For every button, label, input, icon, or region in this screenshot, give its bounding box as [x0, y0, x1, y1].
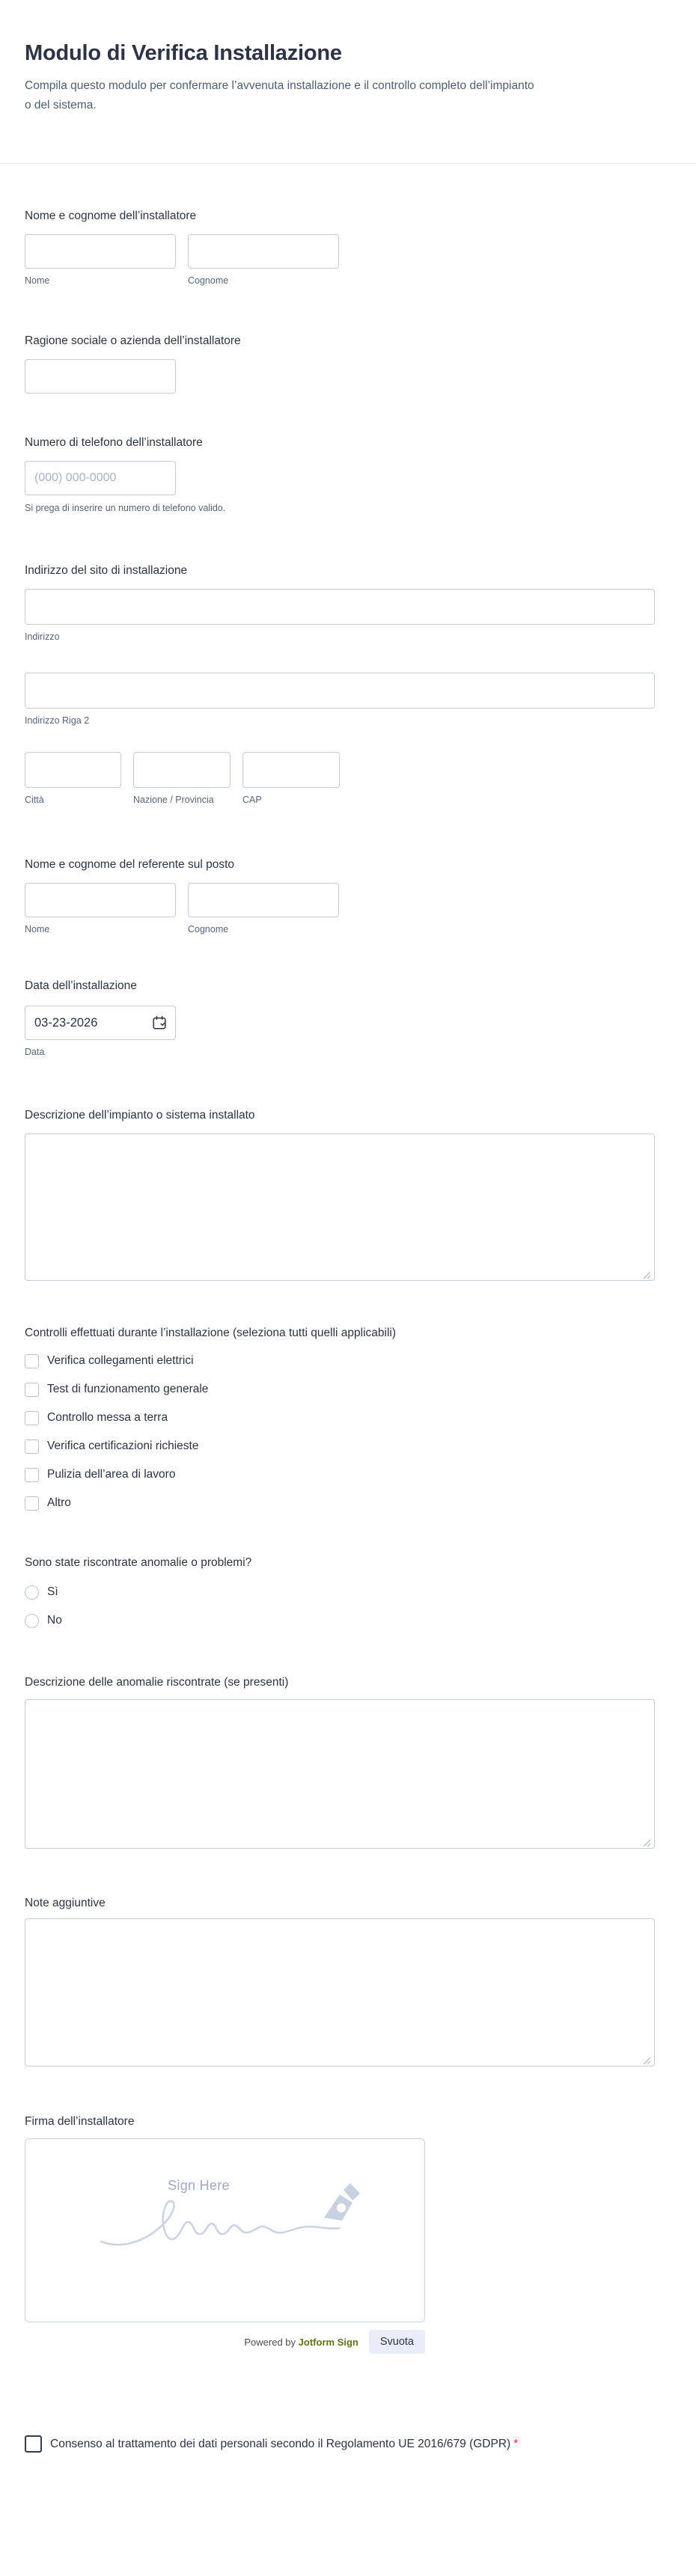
signature-pad[interactable]	[25, 2138, 425, 2322]
check-option-label: Verifica certificazioni richieste	[47, 1440, 199, 1452]
sign-here-placeholder: Sign Here	[168, 2178, 230, 2193]
question-gdpr-consent	[25, 2435, 655, 2563]
checkbox-grounding[interactable]	[25, 1411, 39, 1425]
question-notes	[25, 1896, 655, 2070]
installer-first-name-input[interactable]	[25, 234, 176, 269]
gdpr-checkbox[interactable]	[25, 2435, 42, 2453]
company-input[interactable]	[25, 359, 176, 394]
last-name-sublabel: Cognome	[188, 275, 229, 286]
gdpr-consent-row	[25, 2435, 549, 2454]
checkbox-general-test[interactable]	[25, 1383, 39, 1397]
company-label: Ragione sociale o azienda dell’installatore	[25, 334, 241, 347]
anomalies-label: Sono state riscontrate anomalie o problemi?	[25, 1556, 252, 1569]
date-sublabel: Data	[25, 1047, 45, 1057]
notes-textarea[interactable]	[25, 1918, 655, 2066]
check-option-other[interactable]	[25, 1495, 655, 1511]
state-input[interactable]	[133, 752, 231, 788]
zip-input[interactable]	[242, 752, 340, 788]
check-option-label: Controllo messa a terra	[47, 1411, 168, 1424]
question-company	[25, 334, 655, 394]
form-header	[0, 0, 696, 115]
resize-handle-icon[interactable]	[643, 2057, 651, 2065]
header-divider	[0, 163, 696, 164]
contact-last-name-input[interactable]	[188, 883, 339, 917]
powered-by-text: Powered by	[244, 2336, 296, 2348]
question-date	[25, 979, 655, 1058]
check-option-label: Test di funzionamento generale	[47, 1383, 209, 1395]
required-asterisk: *	[513, 2438, 519, 2450]
resize-handle-icon[interactable]	[643, 1271, 651, 1279]
question-address	[25, 563, 655, 806]
radio-option-label: No	[47, 1614, 62, 1627]
address-label: Indirizzo del sito di installazione	[25, 564, 188, 577]
radio-option-label: Sì	[47, 1585, 58, 1598]
signature-footer	[25, 2330, 425, 2354]
checks-label: Controlli effettuati durante l’installazione (seleziona tutti quelli applicabili)	[25, 1327, 396, 1339]
installer-last-name-input[interactable]	[188, 234, 339, 269]
notes-label: Note aggiuntive	[25, 1897, 106, 1909]
contact-first-name-input[interactable]	[25, 883, 176, 917]
check-option-general-test[interactable]	[25, 1381, 655, 1398]
phone-label: Numero di telefono dell’installatore	[25, 436, 203, 449]
check-option-certifications[interactable]	[25, 1438, 655, 1454]
address-line1-input[interactable]	[25, 589, 655, 625]
check-option-label: Altro	[47, 1496, 71, 1509]
signature-placeholder-art	[68, 2178, 382, 2251]
checkbox-cleanup[interactable]	[25, 1468, 39, 1482]
question-contact-name	[25, 857, 655, 935]
question-checks	[25, 1326, 655, 1511]
question-phone	[25, 435, 655, 514]
address-line2-input[interactable]	[25, 673, 655, 709]
radio-option-no[interactable]	[25, 1612, 655, 1629]
check-option-label: Pulizia dell’area di lavoro	[47, 1468, 176, 1481]
question-signature	[25, 2114, 655, 2354]
anomalies-description-textarea[interactable]	[25, 1699, 655, 1849]
check-option-electrical[interactable]	[25, 1353, 655, 1369]
radio-no[interactable]	[25, 1614, 39, 1628]
gdpr-consent-label: Consenso al trattamento dei dati personali secondo il Regolamento UE 2016/679 (GDPR)	[50, 2438, 511, 2450]
checkbox-certifications[interactable]	[25, 1440, 39, 1454]
signature-squiggle-icon	[98, 2195, 352, 2251]
first-name-sublabel: Nome	[25, 275, 50, 286]
city-input[interactable]	[25, 752, 121, 788]
form-subtitle: Compila questo modulo per confermare l’avvenuta installazione e il controllo completo dell’impianto o del sistema.	[25, 79, 534, 111]
page-title: Modulo di Verifica Installazione	[25, 41, 342, 65]
contact-name-label: Nome e cognome del referente sul posto	[25, 858, 235, 871]
contact-first-name-sublabel: Nome	[25, 924, 50, 934]
jotform-sign-brand: Jotform Sign	[298, 2336, 358, 2348]
date-label: Data dell’installazione	[25, 979, 137, 992]
system-description-label: Descrizione dell’impianto o sistema installato	[25, 1109, 255, 1122]
system-description-textarea[interactable]	[25, 1133, 655, 1281]
zip-sublabel: CAP	[242, 795, 262, 805]
question-system-description	[25, 1108, 655, 1285]
check-option-label: Verifica collegamenti elettrici	[47, 1354, 194, 1367]
checkbox-electrical[interactable]	[25, 1354, 39, 1368]
city-sublabel: Città	[25, 795, 44, 805]
checkbox-other[interactable]	[25, 1496, 39, 1511]
address-line2-sublabel: Indirizzo Riga 2	[25, 715, 90, 726]
check-option-grounding[interactable]	[25, 1410, 655, 1426]
clear-signature-button[interactable]: Svuota	[369, 2330, 425, 2354]
state-sublabel: Nazione / Provincia	[133, 795, 214, 805]
pen-nib-icon	[318, 2181, 361, 2223]
resize-handle-icon[interactable]	[643, 1839, 651, 1847]
check-option-cleanup[interactable]	[25, 1466, 655, 1483]
question-installer-name	[25, 209, 655, 287]
radio-option-yes[interactable]	[25, 1584, 655, 1600]
anomalies-description-label: Descrizione delle anomalie riscontrate (se presenti)	[25, 1676, 289, 1689]
powered-by-label	[244, 2337, 358, 2348]
radio-yes[interactable]	[25, 1585, 39, 1600]
phone-helper-text: Si prega di inserire un numero di telefono valido.	[25, 503, 226, 513]
address-line1-sublabel: Indirizzo	[25, 631, 60, 642]
question-anomalies-description	[25, 1675, 655, 1853]
phone-input[interactable]	[25, 461, 176, 495]
signature-label: Firma dell’installatore	[25, 2115, 135, 2128]
contact-last-name-sublabel: Cognome	[188, 924, 229, 934]
installer-name-label: Nome e cognome dell’installatore	[25, 209, 197, 222]
date-input[interactable]	[25, 1006, 176, 1040]
question-anomalies	[25, 1555, 655, 1629]
